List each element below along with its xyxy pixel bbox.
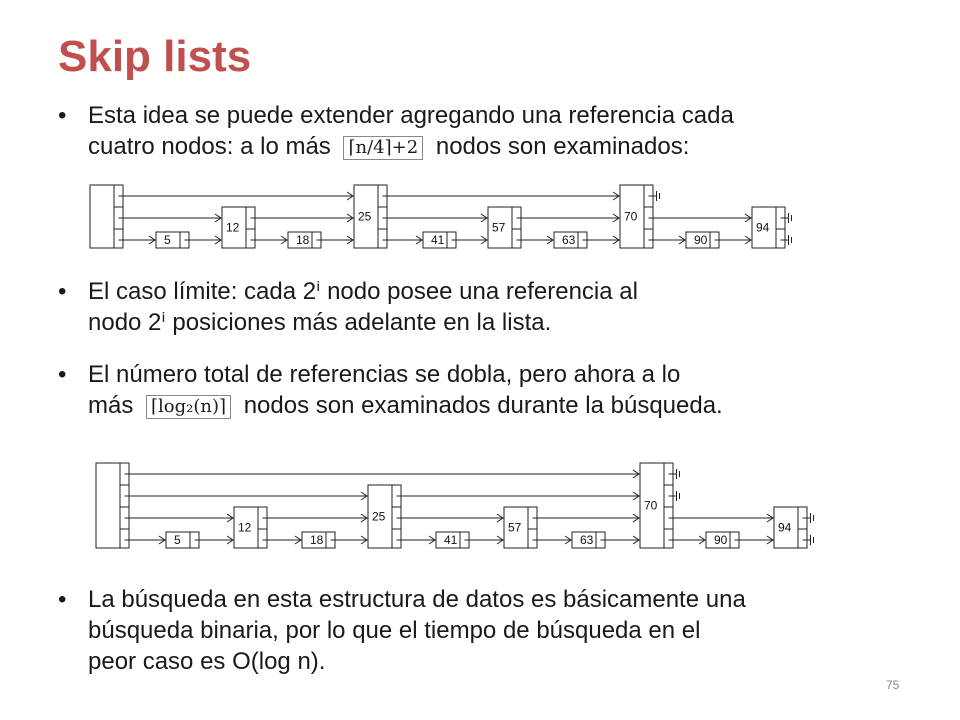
node-label: 18 bbox=[310, 533, 324, 547]
node-pointer-column bbox=[528, 507, 537, 548]
bullet-3-line-2 bbox=[88, 390, 723, 422]
header-pointer-column bbox=[120, 463, 129, 548]
slide-title: Skip lists bbox=[58, 32, 252, 81]
bullet-4-line-2: búsqueda binaria, por lo que el tiempo de búsqueda en el bbox=[88, 617, 701, 644]
node-label: 12 bbox=[238, 520, 252, 535]
node-label: 41 bbox=[431, 233, 445, 247]
node-label: 90 bbox=[694, 233, 708, 247]
list-header-node bbox=[96, 463, 120, 548]
list-header-node bbox=[90, 185, 114, 248]
node-label: 18 bbox=[296, 233, 310, 247]
node-pointer-column bbox=[644, 185, 653, 248]
bullet-2-line-2: nodo 2ⁱ posiciones más adelante en la lista. bbox=[88, 309, 552, 336]
node-label: 90 bbox=[714, 533, 728, 547]
bullet-1-line-2-pre: cuatro nodos: a lo más bbox=[88, 133, 331, 160]
formula-log2-n: ⌈log₂(n)⌉ bbox=[146, 391, 231, 422]
node-label: 94 bbox=[778, 520, 792, 535]
node-pointer-column bbox=[258, 507, 267, 548]
node-label: 63 bbox=[562, 233, 576, 247]
header-pointer-column bbox=[114, 185, 123, 248]
bullet-3-line-2-pre: más bbox=[88, 392, 134, 419]
bullet-4-line-3: peor caso es O(log n). bbox=[88, 648, 326, 675]
bullet-2-line-1: El caso límite: cada 2ⁱ nodo posee una referencia al bbox=[88, 278, 638, 305]
node-label: 70 bbox=[624, 209, 638, 224]
bullet-dot: • bbox=[58, 361, 67, 388]
page-number: 75 bbox=[886, 678, 900, 692]
node-label: 63 bbox=[580, 533, 594, 547]
node-label: 5 bbox=[164, 233, 171, 247]
node-label: 5 bbox=[174, 533, 181, 547]
node-pointer-column bbox=[246, 207, 255, 248]
formula-n-over-4: ⌈n/4⌉+2 bbox=[343, 132, 423, 163]
skip-list-diagram-2 bbox=[92, 450, 842, 550]
bullet-1-line-1: Esta idea se puede extender agregando una referencia cada bbox=[88, 102, 734, 129]
bullet-dot: • bbox=[58, 102, 67, 129]
node-label: 94 bbox=[756, 220, 770, 235]
node-pointer-column bbox=[798, 507, 807, 548]
skip-list-diagram-1 bbox=[88, 178, 828, 250]
bullet-dot: • bbox=[58, 278, 67, 305]
node-label: 57 bbox=[508, 520, 522, 535]
bullet-1-line-2-post: nodos son examinados: bbox=[435, 133, 690, 160]
node-pointer-column bbox=[392, 485, 401, 548]
node-pointer-column bbox=[776, 207, 785, 248]
node-label: 12 bbox=[226, 220, 240, 235]
bullet-dot: • bbox=[58, 586, 67, 613]
node-label: 25 bbox=[358, 209, 372, 224]
node-label: 41 bbox=[444, 533, 458, 547]
node-label: 70 bbox=[644, 498, 658, 513]
bullet-3-line-1: El número total de referencias se dobla, pero ahora a lo bbox=[88, 361, 681, 388]
node-pointer-column bbox=[664, 463, 673, 548]
node-pointer-column bbox=[512, 207, 521, 248]
node-label: 25 bbox=[372, 509, 386, 524]
bullet-3-line-2-post: nodos son examinados durante la búsqueda. bbox=[243, 392, 723, 419]
node-label: 57 bbox=[492, 220, 506, 235]
node-pointer-column bbox=[378, 185, 387, 248]
bullet-4-line-1: La búsqueda en esta estructura de datos es básicamente una bbox=[88, 586, 746, 613]
bullet-1-line-2 bbox=[88, 131, 689, 163]
